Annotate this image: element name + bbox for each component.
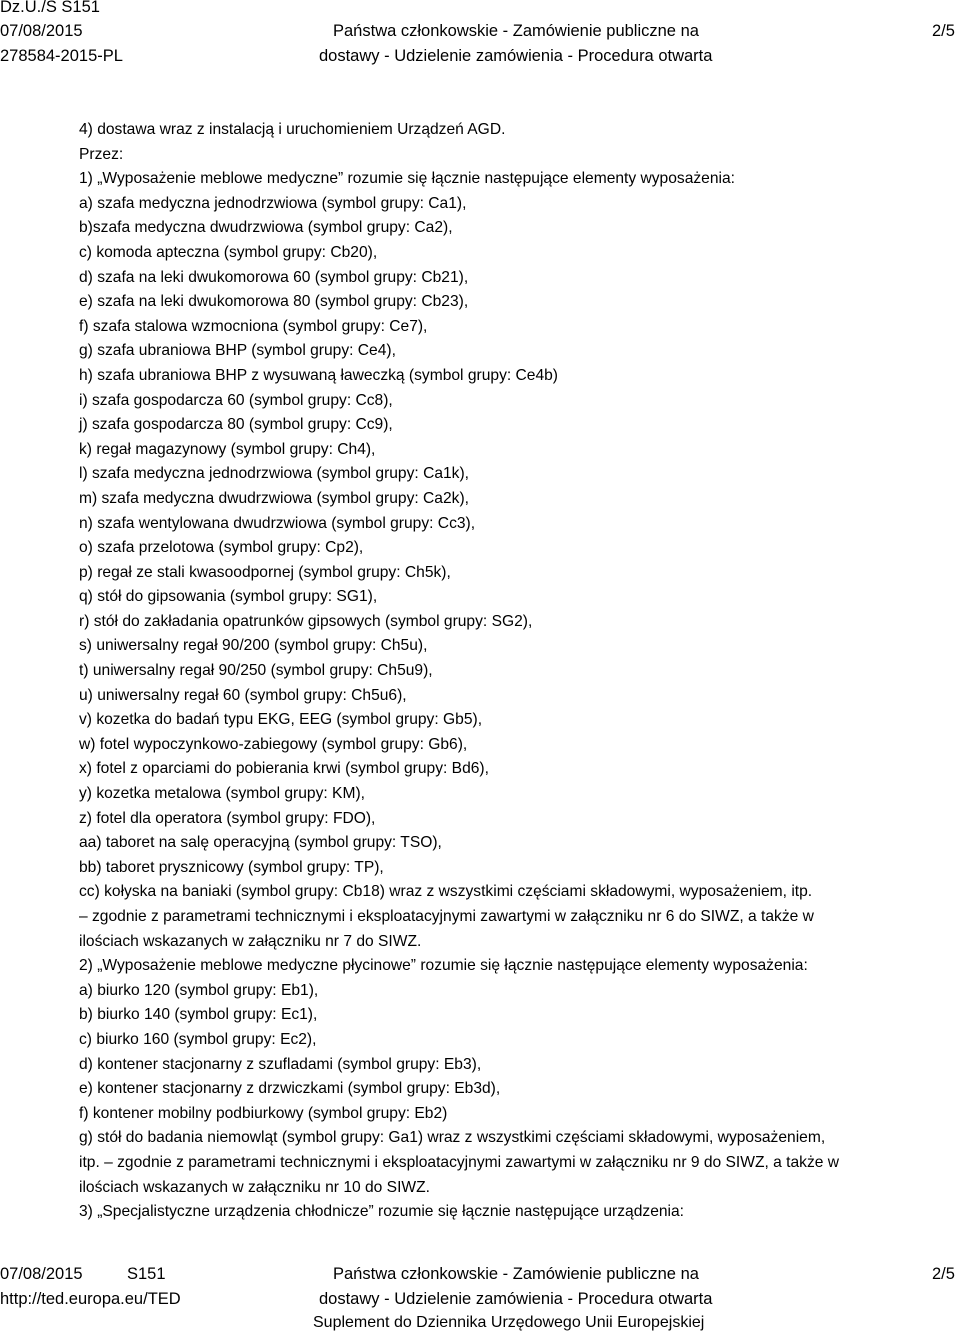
body-line: h) szafa ubraniowa BHP z wysuwaną ławeczką (symbol grupy: Ce4b) — [79, 366, 558, 384]
body-line: k) regał magazynowy (symbol grupy: Ch4), — [79, 440, 376, 458]
body-line: v) kozetka do badań typu EKG, EEG (symbol grupy: Gb5), — [79, 711, 483, 729]
body-line: t) uniwersalny regał 90/250 (symbol grupy: Ch5u9), — [79, 662, 433, 680]
body-line: j) szafa gospodarcza 80 (symbol grupy: Cc9), — [79, 416, 393, 434]
body-line: ilościach wskazanych w załączniku nr 10 do SIWZ. — [79, 1178, 430, 1196]
body-line: c) biurko 160 (symbol grupy: Ec2), — [79, 1030, 317, 1048]
body-line: u) uniwersalny regał 60 (symbol grupy: Ch5u6), — [79, 686, 407, 704]
body-line: x) fotel z oparciami do pobierania krwi (symbol grupy: Bd6), — [79, 760, 489, 778]
journal-reference: Dz.U./S S151 — [0, 0, 100, 16]
body-line: e) szafa na leki dwukomorowa 80 (symbol grupy: Cb23), — [79, 293, 469, 311]
document-body — [79, 118, 939, 1225]
footer-page-number: 2/5 — [932, 1265, 955, 1283]
body-line: s) uniwersalny regał 90/200 (symbol grupy: Ch5u), — [79, 637, 428, 655]
footer-title-line2: dostawy - Udzielenie zamówienia - Procedura otwarta — [319, 1290, 713, 1308]
body-line: p) regał ze stali kwasoodpornej (symbol grupy: Ch5k), — [79, 563, 451, 581]
body-line: b)szafa medyczna dwudrzwiowa (symbol grupy: Ca2), — [79, 219, 453, 237]
body-line: b) biurko 140 (symbol grupy: Ec1), — [79, 1006, 318, 1024]
body-line: ilościach wskazanych w załączniku nr 7 do SIWZ. — [79, 932, 422, 950]
header-title-line1: Państwa członkowskie - Zamówienie publiczne na — [333, 22, 699, 40]
footer-supplement: Suplement do Dziennika Urzędowego Unii Europejskiej — [313, 1314, 705, 1331]
body-line: itp. – zgodnie z parametrami technicznymi i eksploatacyjnymi zawartymi w załączniku nr 9 do SIWZ, a także w — [79, 1153, 840, 1171]
body-line: 1) „Wyposażenie meblowe medyczne” rozumie się łącznie następujące elementy wyposażenia: — [79, 170, 735, 188]
body-line: m) szafa medyczna dwudrzwiowa (symbol grupy: Ca2k), — [79, 489, 469, 507]
document-number: 278584-2015-PL — [0, 47, 123, 65]
body-line: bb) taboret prysznicowy (symbol grupy: TP), — [79, 858, 384, 876]
body-line: o) szafa przelotowa (symbol grupy: Cp2), — [79, 539, 364, 557]
body-line: e) kontener stacjonarny z drzwiczkami (symbol grupy: Eb3d), — [79, 1080, 501, 1098]
body-line: r) stół do zakładania opatrunków gipsowych (symbol grupy: SG2), — [79, 612, 533, 630]
body-line: 4) dostawa wraz z instalacją i uruchomieniem Urządzeń AGD. — [79, 121, 506, 138]
body-line: i) szafa gospodarcza 60 (symbol grupy: Cc8), — [79, 391, 393, 409]
body-line: q) stół do gipsowania (symbol grupy: SG1), — [79, 588, 378, 606]
body-line: z) fotel dla operatora (symbol grupy: FDO), — [79, 809, 376, 827]
body-line: c) komoda apteczna (symbol grupy: Cb20), — [79, 243, 378, 261]
body-line: g) szafa ubraniowa BHP (symbol grupy: Ce4), — [79, 342, 396, 360]
footer-url: http://ted.europa.eu/TED — [0, 1290, 181, 1308]
footer-series: S151 — [127, 1265, 166, 1283]
body-line: y) kozetka metalowa (symbol grupy: KM), — [79, 785, 365, 803]
body-line: d) kontener stacjonarny z szufladami (symbol grupy: Eb3), — [79, 1055, 482, 1073]
body-line: 2) „Wyposażenie meblowe medyczne płycinowe” rozumie się łącznie następujące elementy wyposażenia: — [79, 957, 808, 975]
body-line: a) biurko 120 (symbol grupy: Eb1), — [79, 981, 319, 999]
body-line: g) stół do badania niemowląt (symbol grupy: Ga1) wraz z wszystkimi częściami składowymi, wyposażeniem, — [79, 1129, 826, 1147]
body-line: f) kontener mobilny podbiurkowy (symbol grupy: Eb2) — [79, 1104, 448, 1122]
header-page-number: 2/5 — [932, 22, 955, 40]
footer-date: 07/08/2015 — [0, 1265, 83, 1283]
body-line: 3) „Specjalistyczne urządzenia chłodnicze” rozumie się łącznie następujące urządzenia: — [79, 1203, 685, 1221]
body-line: f) szafa stalowa wzmocniona (symbol grupy: Ce7), — [79, 317, 428, 335]
body-line: aa) taboret na salę operacyjną (symbol grupy: TSO), — [79, 834, 442, 852]
body-line: – zgodnie z parametrami technicznymi i eksploatacyjnymi zawartymi w załączniku nr 6 do SIWZ, a także w — [79, 908, 814, 925]
body-line: l) szafa medyczna jednodrzwiowa (symbol grupy: Ca1k), — [79, 465, 469, 483]
body-line: Przez: — [79, 145, 124, 163]
body-line: cc) kołyska na baniaki (symbol grupy: Cb18) wraz z wszystkimi częściami składowymi, wyposażeniem, itp. — [79, 883, 813, 901]
footer-title-line1: Państwa członkowskie - Zamówienie publiczne na — [333, 1265, 699, 1283]
body-line: a) szafa medyczna jednodrzwiowa (symbol grupy: Ca1), — [79, 194, 467, 212]
header-date: 07/08/2015 — [0, 22, 83, 40]
body-line: d) szafa na leki dwukomorowa 60 (symbol grupy: Cb21), — [79, 268, 469, 286]
body-line: n) szafa wentylowana dwudrzwiowa (symbol grupy: Cc3), — [79, 514, 476, 532]
body-line: w) fotel wypoczynkowo-zabiegowy (symbol grupy: Gb6), — [79, 735, 468, 753]
header-title-line2: dostawy - Udzielenie zamówienia - Procedura otwarta — [319, 47, 713, 65]
